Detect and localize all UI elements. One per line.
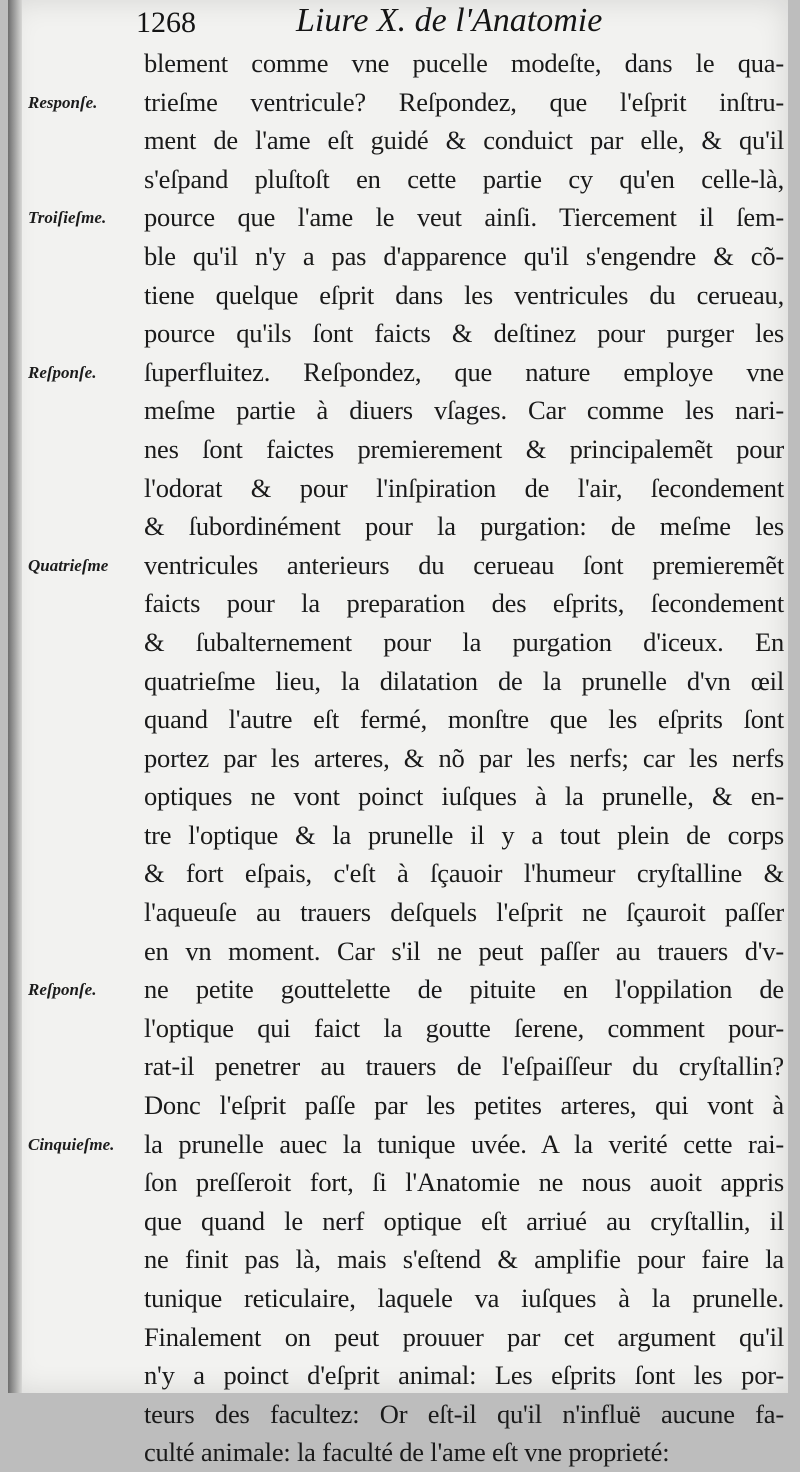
- text-line: Donc l'eſprit paſſe par les petites arteres, qui vont à: [144, 1090, 784, 1121]
- text-line: pource que l'ame le veut ainſi. Tiercement il ſem-: [144, 202, 784, 233]
- text-line: la prunelle auec la tunique uvée. A la verité cette rai-: [144, 1128, 784, 1159]
- margin-note: Quatrieſme: [28, 555, 109, 575]
- text-line: & ſubordinément pour la purgation: de meſme les: [144, 511, 784, 542]
- margin-note: Reſponſe.: [28, 980, 97, 1000]
- text-line: quand l'autre eſt fermé, monſtre que les eſprits ſont: [144, 704, 784, 735]
- margin-note: Cinquieſme.: [28, 1134, 115, 1154]
- text-line: pource qu'ils ſont faicts & deſtinez pour purger les: [144, 318, 784, 349]
- text-line: optiques ne vont poinct iuſques à la prunelle, & en-: [144, 781, 784, 812]
- text-line: s'eſpand pluſtoſt en cette partie cy qu'en celle-là,: [144, 163, 784, 194]
- text-line: nes ſont faictes premierement & principalemẽt pour: [144, 433, 784, 464]
- page-spine-shadow: [8, 0, 22, 1393]
- text-line: blement comme vne pucelle modeſte, dans le qua-: [144, 48, 784, 78]
- text-line: culté animale: la faculté de l'ame eſt vne proprieté:: [144, 1437, 670, 1468]
- page-number: 1268: [136, 6, 196, 39]
- text-line: trieſme ventricule? Reſpondez, que l'eſprit inſtru-: [144, 86, 784, 117]
- text-line: ne finit pas là, mais s'eſtend & amplifie pour faire la: [144, 1244, 784, 1275]
- text-line: ble qu'il n'y a pas d'apparence qu'il s'engendre & cõ-: [144, 240, 784, 271]
- book-page: [8, 0, 788, 1468]
- text-line: tre l'optique & la prunelle il y a tout plein de corps: [144, 819, 784, 850]
- text-line: Finalement on peut prouuer par cet argument qu'il: [144, 1321, 784, 1352]
- text-line: tunique reticulaire, laquele va iuſques à la prunelle.: [144, 1283, 784, 1313]
- text-line: tiene quelque eſprit dans les ventricules du cerueau,: [144, 279, 784, 310]
- margin-note: Troiſieſme.: [28, 208, 107, 228]
- text-line: ſuperfluitez. Reſpondez, que nature employe vne: [144, 356, 784, 387]
- margin-note: Reſponſe.: [28, 362, 97, 382]
- text-line: ment de l'ame eſt guidé & conduict par elle, & qu'il: [144, 125, 784, 156]
- text-line: ne petite gouttelette de pituite en l'oppilation de: [144, 974, 784, 1005]
- text-line: portez par les arteres, & nõ par les nerfs; car les nerfs: [144, 742, 784, 773]
- text-line: quatrieſme lieu, la dilatation de la prunelle d'vn œil: [144, 665, 784, 696]
- text-line: l'aqueuſe au trauers deſquels l'eſprit ne ſçauroit paſſer: [144, 897, 784, 928]
- text-line: que quand le nerf optique eſt arriué au cryſtallin, il: [144, 1205, 784, 1236]
- bleed-through-shadow: [32, 395, 122, 555]
- text-line: l'odorat & pour l'inſpiration de l'air, ſecondement: [144, 472, 784, 503]
- body-text: [144, 44, 784, 1472]
- text-line: rat-il penetrer au trauers de l'eſpaiſſeur du cryſtallin?: [144, 1051, 784, 1082]
- text-line: faicts pour la preparation des eſprits, ſecondement: [144, 588, 784, 619]
- text-line: teurs des facultez: Or eſt-il qu'il n'influë aucune fa-: [144, 1398, 784, 1429]
- text-line: en vn moment. Car s'il ne peut paſſer au trauers d'v-: [144, 935, 784, 966]
- running-title: Liure X. de l'Anatomie: [296, 2, 603, 39]
- text-line: & ſubalternement pour la purgation d'iceux. En: [144, 626, 784, 657]
- text-line: n'y a poinct d'eſprit animal: Les eſprits ſont les por-: [144, 1360, 784, 1391]
- page-header: [136, 2, 776, 46]
- margin-note: Responſe.: [28, 92, 98, 112]
- text-line: ventricules anterieurs du cerueau ſont premieremẽt: [144, 549, 784, 580]
- text-line: l'optique qui faict la goutte ſerene, comment pour-: [144, 1012, 784, 1043]
- text-line: meſme partie à diuers vſages. Car comme les nari-: [144, 395, 784, 426]
- text-line: & fort eſpais, c'eſt à ſçauoir l'humeur cryſtalline &: [144, 858, 784, 889]
- text-line: ſon preſſeroit fort, ſi l'Anatomie ne nous auoit appris: [144, 1167, 784, 1198]
